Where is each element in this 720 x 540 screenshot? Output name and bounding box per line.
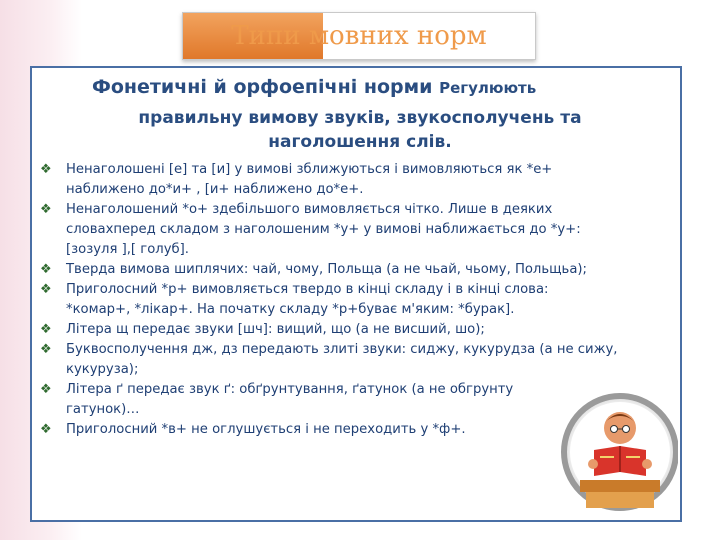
diamond-bullet-icon: ❖ bbox=[40, 382, 52, 397]
rule-text-line: кукуруза); bbox=[66, 362, 139, 377]
rule-item bbox=[38, 280, 668, 320]
section-heading-main: Фонетичні й орфоепічні норми bbox=[92, 76, 433, 98]
diamond-bullet-icon: ❖ bbox=[40, 162, 52, 177]
rule-text-line: Ненаголошений *о+ здебільшого вимовляється чітко. Лише в деяких bbox=[66, 202, 553, 217]
rule-text-line: *комар+, *лікар+. На початку складу *р+буває м'яким: *бурак]. bbox=[66, 302, 515, 317]
student-reading-book-illustration bbox=[560, 376, 678, 524]
rule-text-line: Ненаголошені [е] та [и] у вимові зближуються і вимовляються як *е+ bbox=[66, 162, 553, 177]
diamond-bullet-icon: ❖ bbox=[40, 282, 52, 297]
title-box bbox=[182, 12, 536, 60]
diamond-bullet-icon: ❖ bbox=[40, 202, 52, 217]
rule-text-line: словахперед складом з наголошеним *у+ у вимові наближається до *у+: bbox=[66, 222, 581, 237]
slide-title: Типи мовних норм bbox=[231, 21, 487, 51]
rule-text-line: Тверда вимова шиплячих: чай, чому, Польща (а не чьай, чьому, Польщьа); bbox=[66, 262, 587, 277]
diamond-bullet-icon: ❖ bbox=[40, 322, 52, 337]
rule-item bbox=[38, 160, 668, 200]
rule-text-line: Літера щ передає звуки [шч]: вищий, що (а не висший, шо); bbox=[66, 322, 485, 337]
description-line: правильну вимову звуків, звукосполучень та bbox=[138, 108, 582, 128]
rule-text-line: наближено до*и+ , [и+ наближено до*е+. bbox=[66, 182, 364, 197]
diamond-bullet-icon: ❖ bbox=[40, 422, 52, 437]
rule-item bbox=[38, 340, 668, 380]
diamond-bullet-icon: ❖ bbox=[40, 342, 52, 357]
section-description bbox=[90, 106, 630, 154]
section-heading bbox=[92, 76, 692, 98]
section-heading-rest: Регулюють bbox=[439, 79, 537, 97]
rule-text-line: Літера ґ передає звук ґ: обґрунтування, ґатунок (а не обгрунту bbox=[66, 382, 514, 397]
rule-text-line: [зозуля ],[ голуб]. bbox=[66, 242, 189, 257]
rule-text-line: гатунок)… bbox=[66, 402, 140, 417]
rule-item bbox=[38, 260, 668, 280]
rule-item bbox=[38, 200, 668, 260]
rule-text-line: Буквосполучення дж, дз передають злиті звуки: сиджу, кукурудза (а не сижу, bbox=[66, 342, 618, 357]
diamond-bullet-icon: ❖ bbox=[40, 262, 52, 277]
rule-text-line: Приголосний *р+ вимовляється твердо в кінці складу і в кінці слова: bbox=[66, 282, 549, 297]
rule-text-line: Приголосний *в+ не оглушується і не переходить у *ф+. bbox=[66, 422, 466, 437]
description-line: наголошення слів. bbox=[268, 132, 452, 152]
rule-item bbox=[38, 320, 668, 340]
